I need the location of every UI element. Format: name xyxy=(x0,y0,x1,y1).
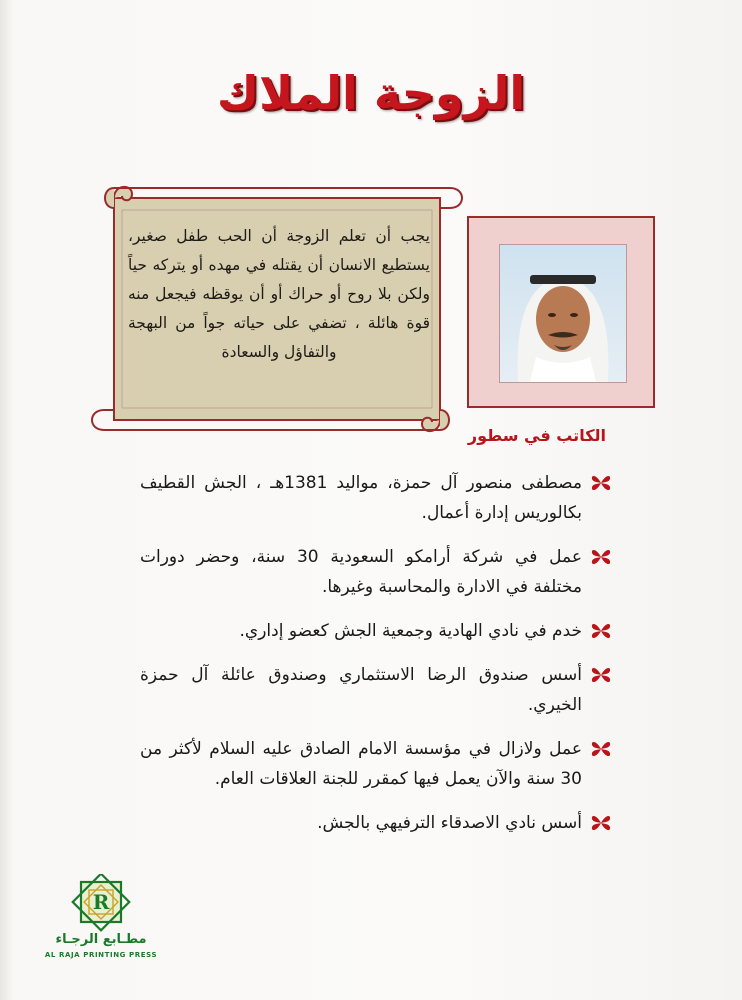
bio-text: أسس صندوق الرضا الاستثماري وصندوق عائلة آل حمزة الخيري. xyxy=(140,665,582,715)
ornament-bullet-icon xyxy=(590,665,612,685)
author-photo xyxy=(500,245,626,382)
publisher-logo xyxy=(36,874,166,964)
ornament-bullet-icon xyxy=(590,547,612,567)
bio-text: عمل ولازال في مؤسسة الامام الصادق عليه السلام لأكثر من 30 سنة والآن يعمل فيها كمقرر للجنة العلاقات العام. xyxy=(140,739,582,789)
logo-letter: R xyxy=(92,890,110,914)
list-item xyxy=(140,468,612,528)
ornament-bullet-icon xyxy=(590,739,612,759)
list-item xyxy=(140,660,612,720)
list-item xyxy=(140,734,612,794)
bio-text: أسس نادي الاصدقاء الترفيهي بالجش. xyxy=(317,813,582,833)
bio-text: مصطفى منصور آل حمزة، مواليد 1381هـ ، الجش القطيف بكالوريس إدارة أعمال. xyxy=(140,473,582,523)
section-heading: الكاتب في سطور xyxy=(467,426,606,445)
author-portrait-icon xyxy=(500,245,626,382)
bio-text: خدم في نادي الهادية وجمعية الجش كعضو إداري. xyxy=(239,621,582,641)
list-item xyxy=(140,542,612,602)
author-photo-frame xyxy=(467,216,655,408)
quote-text: يجب أن تعلم الزوجة أن الحب طفل صغير، يستطيع الانسان أن يقتله في مهده أو يتركه حياً ولكن بلا روح أو حراك أو أن يوقظه فيجعل منه قوة هائلة ، تضفي على حياته جواً من البهجة والتفاؤل والسعادة xyxy=(128,227,430,361)
publisher-name-ar: مطـابع الرجـاء xyxy=(55,932,147,947)
ornament-bullet-icon xyxy=(590,473,612,493)
bio-text: عمل في شركة أرامكو السعودية 30 سنة، وحضر دورات مختلفة في الادارة والمحاسبة وغيرها. xyxy=(140,547,582,597)
author-bio-list xyxy=(140,468,612,852)
ornament-bullet-icon xyxy=(590,621,612,641)
star-emblem-icon xyxy=(36,874,166,932)
ornament-bullet-icon xyxy=(590,813,612,833)
list-item xyxy=(140,808,612,838)
quote-scroll xyxy=(88,180,470,438)
book-title: الزوجة الملاك xyxy=(216,66,526,120)
list-item xyxy=(140,616,612,646)
publisher-name-en: AL RAJA PRINTING PRESS xyxy=(44,951,158,959)
